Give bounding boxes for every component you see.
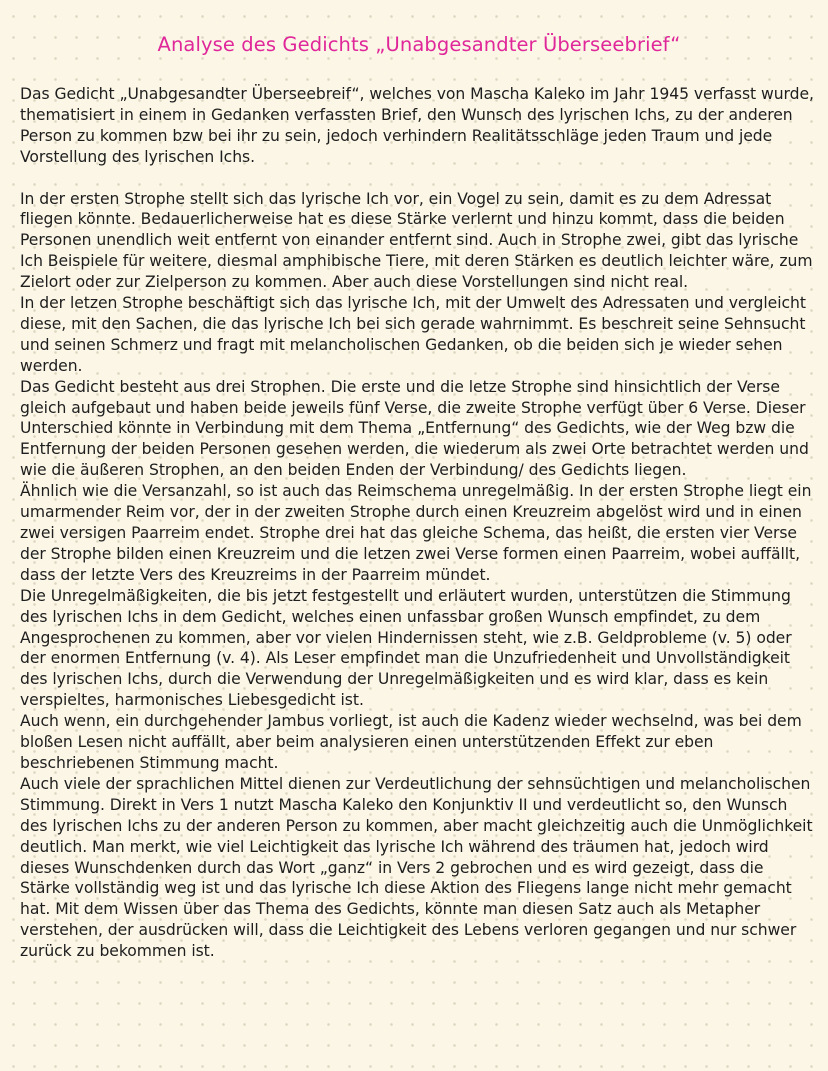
paragraph-rhyme-scheme: Ähnlich wie die Versanzahl, so ist auch das Reimschema unregelmäßig. In der ersten Strophe liegt ein umarmender Reim vor, der in der zweiten Strophe durch einen Kreuzreim abgelöst wird und in einen zwei versigen Paarreim endet. Strophe drei hat das gleiche Schema, das heißt, die ersten vier Verse der Strophe bilden einen Kreuzreim und die letzen zwei Verse formen einen Paarreim, wobei auffällt, dass der letzte Vers des Kreuzreims in der Paarreim mündet. [20, 482, 812, 584]
paragraph-irregularities: Die Unregelmäßigkeiten, die bis jetzt festgestellt und erläutert wurden, unterstützen die Stimmung des lyrischen Ichs in dem Gedicht, welches einen unfassbar großen Wunsch empfindet, zu dem Angesprochenen zu kommen, aber vor vielen Hindernissen steht, wie z.B. Geldprobleme (v. 5) oder der enormen Entfernung (v. 4). Als Leser empfindet man die Unzufriedenheit und Unvollständigkeit des lyrischen Ichs, durch die Verwendung der Unregelmäßigkeiten und es wird klar, dass es kein verspieltes, harmonisches Liebesgedicht ist. [20, 586, 792, 710]
paragraph-strophe-one-two: In der ersten Strophe stellt sich das lyrische Ich vor, ein Vogel zu sein, damit es zu dem Adressat fliegen könnte. Bedauerlicherweise hat es diese Stärke verlernt und hinzu kommt, dass die beiden Personen unendlich weit entfernt von einander entfernt sind. Auch in Strophe zwei, gibt das lyrische Ich Beispiele für weitere, diesmal amphibische Tiere, mit deren Stärken es deutlich leichter wäre, zum Zielort oder zur Zielperson zu kommen. Aber auch diese Vorstellungen sind nicht real. [20, 189, 813, 292]
page-title: Analyse des Gedichts „Unabgesandter Überseebrief“ [157, 33, 681, 56]
paragraph-structure: Das Gedicht besteht aus drei Strophen. Die erste und die letze Strophe sind hinsichtlich der Verse gleich aufgebaut und haben beide jeweils fünf Verse, die zweite Strophe verfügt über 6 Verse. Dieser Unterschied könnte in Verbindung mit dem Thema „Entfernung“ des Gedichts, wie der Weg bzw die Entfernung der beiden Personen gesehen werden, die wiederum als zwei Orte betrachtet werden und wie die äußeren Strophen, an den beiden Enden der Verbindung/ des Gedichts liegen. [20, 377, 809, 480]
document-body [20, 84, 818, 962]
paragraph-introduction: Das Gedicht „Unabgesandter Überseebreif“, welches von Mascha Kaleko im Jahr 1945 verfasst wurde, thematisiert in einem in Gedanken verfassten Brief, den Wunsch des lyrischen Ichs, zu der anderen Person zu kommen bzw bei ihr zu sein, jedoch verhindern Realitätsschläge jeden Traum und jede Vorstellung des lyrischen Ichs. [20, 85, 814, 166]
paragraph-meter: Auch wenn, ein durchgehender Jambus vorliegt, ist auch die Kadenz wieder wechselnd, was bei dem bloßen Lesen nicht auffällt, aber beim analysieren einen unterstützenden Effekt zur eben beschriebenen Stimmung macht. [20, 712, 802, 772]
paragraph-language-devices: Auch viele der sprachlichen Mittel dienen zur Verdeutlichung der sehnsüchtigen und melancholischen Stimmung. Direkt in Vers 1 nutzt Mascha Kaleko den Konjunktiv II und verdeutlicht so, den Wunsch des lyrischen Ichs zu der anderen Person zu kommen, aber macht gleichzeitig auch die Unmöglichkeit deutlich. Man merkt, wie viel Leichtigkeit das lyrische Ich während des träumen hat, jedoch wird dieses Wunschdenken durch das Wort „ganz“ in Vers 2 gebrochen und es wird gezeigt, dass die Stärke vollständig weg ist und das lyrische Ich diese Aktion des Fliegens lange nicht mehr gemacht hat. Mit dem Wissen über das Thema des Gedichts, könnte man diesen Satz auch als Metapher verstehen, der ausdrücken will, dass die Leichtigkeit des Lebens verloren gegangen und nur schwer zurück zu bekommen ist. [20, 774, 813, 961]
paragraph-strophe-three: In der letzen Strophe beschäftigt sich das lyrische Ich, mit der Umwelt des Adressaten und vergleicht diese, mit den Sachen, die das lyrische Ich bei sich gerade wahrnimmt. Es beschreit seine Sehnsucht und seinen Schmerz und fragt mit melancholischen Gedanken, ob die beiden sich je wieder sehen werden. [20, 294, 806, 375]
